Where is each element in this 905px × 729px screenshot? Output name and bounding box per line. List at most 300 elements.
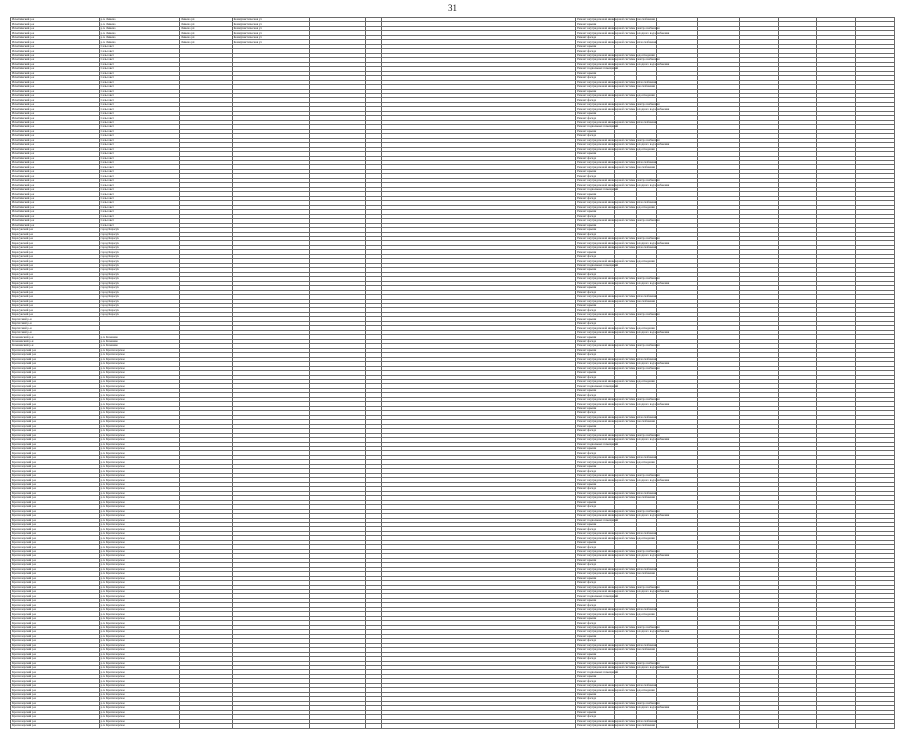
- table-cell: Ремонт фасада: [576, 214, 615, 218]
- table-cell: Ремонт внутридомовой инженерной системы теплоснабжения: [577, 245, 657, 250]
- table-cell: Ремонт фасада: [576, 196, 615, 200]
- table-cell: Краснозерский р-н: [11, 630, 100, 634]
- table-cell: Краснозерский р-н: [11, 375, 100, 379]
- table-cell: Ремонт внутридомовой инженерной системы газоснабжения: [577, 17, 655, 22]
- table-cell: Краснозерский р-н: [11, 451, 100, 455]
- table-cell: город Карасук: [99, 308, 179, 312]
- table-cell: Ремонт фасада: [576, 411, 615, 415]
- table-cell: Ремонт внутридомовой инженерной системы теплоснабжения: [577, 531, 657, 536]
- table-cell: р.п. Краснозерское: [99, 706, 179, 710]
- table-cell: Каргатский р-н: [11, 321, 100, 325]
- table-cell: р.п. Краснозерское: [99, 442, 179, 446]
- table-cell: Ремонт крыши: [576, 111, 615, 115]
- table-cell: р.п. Краснозерское: [99, 670, 179, 674]
- table-cell: Искитимский р-н: [11, 147, 100, 151]
- table-cell: р.п. Краснозерское: [99, 397, 179, 401]
- table-cell: р.п. Краснозерское: [99, 549, 179, 553]
- table-cell: Краснозерский р-н: [11, 594, 100, 598]
- table-cell: Коммунистическая ул: [232, 22, 310, 26]
- table-cell: город Карасук: [99, 290, 179, 294]
- table-cell: р.п. Краснозерское: [99, 505, 179, 509]
- table-cell: Сельсовет: [99, 49, 179, 53]
- table-cell: Коммунистическая ул: [232, 40, 310, 44]
- table-cell: город Карасук: [99, 304, 179, 308]
- table-cell: Ремонт крыши: [576, 268, 615, 272]
- table-cell: Ремонт внутридомовой инженерной системы газоснабжения: [577, 164, 655, 169]
- table-cell: Сельсовет: [99, 156, 179, 160]
- table-cell: Ремонт фасада: [576, 545, 615, 549]
- table-cell: Искитимский р-н: [11, 49, 100, 53]
- table-cell: город Карасук: [99, 245, 179, 249]
- table-cell: город Карасук: [99, 250, 179, 254]
- table-cell: Искитимский р-н: [11, 31, 100, 35]
- table-cell: Ремонт внутридомовой инженерной системы водоотведения: [577, 325, 655, 330]
- table-cell: р.п. Краснозерское: [99, 607, 179, 611]
- table-cell: Ремонт внутридомовой инженерной системы холодного водоснабжения: [577, 106, 670, 111]
- table-cell: Краснозерский р-н: [11, 500, 100, 504]
- table-cell: Карасукский р-н: [11, 312, 100, 316]
- table-cell: р.п. Краснозерское: [99, 455, 179, 459]
- table-cell: Искитимский р-н: [11, 35, 100, 39]
- table-cell: Ремонт внутридомовой инженерной системы теплоснабжения: [577, 566, 657, 571]
- table-cell: Ремонт внутридомовой инженерной системы электроснабжения: [577, 365, 660, 370]
- table-cell: Искитимский р-н: [11, 98, 100, 102]
- table-cell: Краснозерский р-н: [11, 643, 100, 647]
- table-cell: Ремонт крыши: [576, 692, 615, 696]
- table-cell: р.п. Краснозерское: [99, 545, 179, 549]
- table-cell: р.п. Линево: [99, 31, 179, 35]
- table-cell: Искитимский р-н: [11, 152, 100, 156]
- table-cell: Ремонт крыши: [576, 500, 615, 504]
- table-cell: р.п. Краснозерское: [99, 572, 179, 576]
- table-cell: Сельсовет: [99, 116, 179, 120]
- table-cell: Сельсовет: [99, 174, 179, 178]
- table-cell: Ремонт внутридомовой инженерной системы электроснабжения: [577, 218, 660, 223]
- table-cell: Краснозерский р-н: [11, 491, 100, 495]
- table-cell: Краснозерский р-н: [11, 625, 100, 629]
- table-cell: Карасукский р-н: [11, 263, 100, 267]
- table-cell: р.п. Краснозерское: [99, 603, 179, 607]
- table-cell: Краснозерский р-н: [11, 634, 100, 638]
- table-cell: Ремонт подвальных помещений: [577, 383, 619, 388]
- table-cell: Ремонт фасада: [576, 697, 615, 701]
- table-cell: Сельсовет: [99, 152, 179, 156]
- table-cell: Ремонт крыши: [576, 286, 615, 290]
- table-cell: Искитимский р-н: [11, 53, 100, 57]
- table-cell: Ремонт крыши: [576, 616, 615, 620]
- table-cell: Карасукский р-н: [11, 245, 100, 249]
- table-cell: Ремонт внутридомовой инженерной системы электроснабжения: [577, 236, 660, 241]
- table-cell: р.п. Краснозерское: [99, 500, 179, 504]
- table-cell: Ремонт крыши: [576, 424, 615, 428]
- table-cell: р.п. Краснозерское: [99, 630, 179, 634]
- table-cell: Ремонт внутридомовой инженерной системы электроснабжения: [577, 178, 660, 183]
- table-cell: Ремонт крыши: [576, 710, 615, 714]
- table-cell: Карасукский р-н: [11, 272, 100, 276]
- table-cell: Ремонт внутридомовой инженерной системы электроснабжения: [577, 549, 660, 554]
- table-cell: Ремонт внутридомовой инженерной системы газоснабжения: [577, 419, 655, 424]
- table-cell: Краснозерский р-н: [11, 366, 100, 370]
- table-cell: Ремонт фасада: [576, 527, 615, 531]
- capital-repair-table: [10, 17, 895, 729]
- table-cell: Коченевский р-н: [11, 335, 100, 339]
- table-cell: город Карасук: [99, 312, 179, 316]
- table-cell: Сельсовет: [99, 85, 179, 89]
- table-cell: Краснозерский р-н: [11, 603, 100, 607]
- table-cell: Краснозерский р-н: [11, 371, 100, 375]
- table-cell: р.п. Краснозерское: [99, 625, 179, 629]
- table-cell: Сельсовет: [99, 67, 179, 71]
- table-cell: Искитимский р-н: [11, 85, 100, 89]
- table-cell: Искитимский р-н: [11, 223, 100, 227]
- table-cell: Краснозерский р-н: [11, 402, 100, 406]
- table-cell: Ремонт фасада: [576, 393, 615, 397]
- table-cell: р.п. Краснозерское: [99, 616, 179, 620]
- table-cell: Ремонт фасада: [576, 134, 615, 138]
- table-cell: Краснозерский р-н: [11, 411, 100, 415]
- table-cell: р.п. Краснозерское: [99, 585, 179, 589]
- table-cell: Сельсовет: [99, 169, 179, 173]
- table-cell: Сельсовет: [99, 223, 179, 227]
- table-cell: Искитимский р-н: [11, 138, 100, 142]
- table-cell: Ремонт внутридомовой инженерной системы теплоснабжения: [577, 39, 657, 44]
- table-cell: Ремонт фасада: [576, 98, 615, 102]
- table-cell: Линево рп: [180, 22, 233, 26]
- table-cell: р.п. Коченево: [99, 344, 179, 348]
- table-cell: Карасукский р-н: [11, 286, 100, 290]
- table-cell: Ремонт крыши: [576, 576, 615, 580]
- table-cell: Краснозерский р-н: [11, 665, 100, 669]
- table-cell: Ремонт подвальных помещений: [577, 593, 619, 598]
- table-cell: Ремонт внутридомовой инженерной системы электроснабжения: [577, 312, 660, 317]
- table-cell: Ремонт внутридомовой инженерной системы газоснабжения: [577, 84, 655, 89]
- table-cell: Краснозерский р-н: [11, 590, 100, 594]
- table-cell: Сельсовет: [99, 44, 179, 48]
- table-cell: Ремонт внутридомовой инженерной системы холодного водоснабжения: [577, 361, 670, 366]
- table-row: [11, 724, 895, 728]
- table-cell: Ремонт внутридомовой инженерной системы электроснабжения: [577, 397, 660, 402]
- table-cell: город Карасук: [99, 295, 179, 299]
- table-cell: Ремонт внутридомовой инженерной системы водоотведения: [577, 52, 655, 57]
- table-cell: Краснозерский р-н: [11, 357, 100, 361]
- table-cell: Карасукский р-н: [11, 304, 100, 308]
- table-cell: р.п. Краснозерское: [99, 366, 179, 370]
- table-cell: Ремонт фасада: [576, 375, 615, 379]
- table-cell: Краснозерский р-н: [11, 455, 100, 459]
- table-cell: Краснозерский р-н: [11, 362, 100, 366]
- table-cell: Искитимский р-н: [11, 26, 100, 30]
- table-cell: Сельсовет: [99, 58, 179, 62]
- table-cell: город Карасук: [99, 281, 179, 285]
- table-cell: р.п. Краснозерское: [99, 464, 179, 468]
- table-cell: Краснозерский р-н: [11, 585, 100, 589]
- table-cell: Ремонт крыши: [576, 210, 615, 214]
- table-cell: Ремонт внутридомовой инженерной системы теплоснабжения: [577, 490, 657, 495]
- table-cell: Краснозерский р-н: [11, 572, 100, 576]
- table-cell: Сельсовет: [99, 143, 179, 147]
- table-cell: Ремонт фасада: [576, 339, 615, 343]
- table-cell: Ремонт фасада: [576, 308, 615, 312]
- table-cell: Искитимский р-н: [11, 44, 100, 48]
- table-cell: Коммунистическая ул: [232, 31, 310, 35]
- table-cell: Ремонт внутридомовой инженерной системы холодного водоснабжения: [577, 182, 670, 187]
- table-cell: Ремонт внутридомовой инженерной системы теплоснабжения: [577, 414, 657, 419]
- table-cell: Ремонт внутридомовой инженерной системы водоотведения: [577, 146, 655, 151]
- table-cell: Сельсовет: [99, 107, 179, 111]
- table-cell: Ремонт крыши: [576, 464, 615, 468]
- table-cell: Сельсовет: [99, 161, 179, 165]
- table-cell: р.п. Краснозерское: [99, 581, 179, 585]
- table-cell: Искитимский р-н: [11, 18, 100, 22]
- table-cell: Ремонт фасада: [576, 76, 615, 80]
- table-cell: р.п. Краснозерское: [99, 715, 179, 719]
- table-cell: город Карасук: [99, 241, 179, 245]
- table-cell: Ремонт фасада: [576, 290, 615, 294]
- table-cell: Карасукский р-н: [11, 228, 100, 232]
- table-cell: Ремонт внутридомовой инженерной системы электроснабжения: [577, 137, 660, 142]
- table-cell: р.п. Краснозерское: [99, 514, 179, 518]
- table-cell: Карасукский р-н: [11, 277, 100, 281]
- table-cell: Ремонт фасада: [576, 116, 615, 120]
- table-cell: р.п. Краснозерское: [99, 487, 179, 491]
- table-cell: Ремонт фасада: [576, 469, 615, 473]
- table-cell: Сельсовет: [99, 98, 179, 102]
- table-cell: Сельсовет: [99, 205, 179, 209]
- table-cell: Линево рп: [180, 18, 233, 22]
- table-cell: Ремонт внутридомовой инженерной системы электроснабжения: [577, 57, 660, 62]
- table-cell: Ремонт фасада: [576, 321, 615, 325]
- table-cell: Ремонт крыши: [576, 674, 615, 678]
- table-cell: р.п. Краснозерское: [99, 527, 179, 531]
- table-cell: Ремонт внутридомовой инженерной системы теплоснабжения: [577, 160, 657, 165]
- table-cell: р.п. Краснозерское: [99, 710, 179, 714]
- table-cell: Ремонт крыши: [576, 652, 615, 656]
- table-cell: Краснозерский р-н: [11, 688, 100, 692]
- table-cell: Сельсовет: [99, 76, 179, 80]
- table-cell: р.п. Краснозерское: [99, 491, 179, 495]
- table-cell: Краснозерский р-н: [11, 710, 100, 714]
- table-cell: р.п. Краснозерское: [99, 384, 179, 388]
- table-cell: Линево рп: [180, 35, 233, 39]
- table-cell: Ремонт фасада: [576, 35, 615, 39]
- table-cell: Искитимский р-н: [11, 201, 100, 205]
- table-cell: Краснозерский р-н: [11, 661, 100, 665]
- table-cell: р.п. Краснозерское: [99, 473, 179, 477]
- table-cell: Ремонт фасада: [576, 174, 615, 178]
- table-cell: Коммунистическая ул: [232, 26, 310, 30]
- table-cell: р.п. Краснозерское: [99, 576, 179, 580]
- table-cell: Краснозерский р-н: [11, 433, 100, 437]
- table-cell: Ремонт внутридомовой инженерной системы электроснабжения: [577, 508, 660, 513]
- table-cell: Линево рп: [180, 26, 233, 30]
- table-cell: Краснозерский р-н: [11, 478, 100, 482]
- table-cell: Ремонт крыши: [576, 388, 615, 392]
- table-cell: Сельсовет: [99, 62, 179, 66]
- table-cell: Краснозерский р-н: [11, 348, 100, 352]
- table-cell: Ремонт крыши: [576, 348, 615, 352]
- page-number: 31: [448, 3, 457, 13]
- table-cell: Ремонт крыши: [576, 558, 615, 562]
- table-cell: Линево рп: [180, 40, 233, 44]
- table-cell: Ремонт внутридомовой инженерной системы холодного водоснабжения: [577, 629, 670, 634]
- table-cell: Ремонт внутридомовой инженерной системы холодного водоснабжения: [577, 240, 670, 245]
- table-cell: Краснозерский р-н: [11, 554, 100, 558]
- table-cell: р.п. Линево: [99, 35, 179, 39]
- table-cell: р.п. Краснозерское: [99, 424, 179, 428]
- table-cell: город Карасук: [99, 268, 179, 272]
- table-cell: город Карасук: [99, 254, 179, 258]
- table-cell: р.п. Краснозерское: [99, 362, 179, 366]
- table-cell: р.п. Линево: [99, 18, 179, 22]
- table-cell: Сельсовет: [99, 192, 179, 196]
- table-cell: Сельсовет: [99, 134, 179, 138]
- table-cell: Краснозерский р-н: [11, 581, 100, 585]
- table-cell: Ремонт внутридомовой инженерной системы холодного водоснабжения: [577, 61, 670, 66]
- table-cell: [856, 724, 895, 728]
- table-cell: Искитимский р-н: [11, 80, 100, 84]
- table-cell: Ремонт внутридомовой инженерной системы холодного водоснабжения: [577, 705, 670, 710]
- table-cell: Ремонт внутридомовой инженерной системы холодного водоснабжения: [577, 437, 670, 442]
- table-cell: Ремонт крыши: [576, 634, 615, 638]
- table-cell: Карасукский р-н: [11, 295, 100, 299]
- table-cell: Ремонт внутридомовой инженерной системы холодного водоснабжения: [577, 401, 670, 406]
- table-cell: Сельсовет: [99, 120, 179, 124]
- table-cell: Карасукский р-н: [11, 241, 100, 245]
- table-cell: Искитимский р-н: [11, 67, 100, 71]
- table-cell: Ремонт крыши: [576, 228, 615, 232]
- table-cell: р.п. Краснозерское: [99, 460, 179, 464]
- table-cell: Карасукский р-н: [11, 254, 100, 258]
- table-cell: Коченевский р-н: [11, 344, 100, 348]
- table-cell: Искитимский р-н: [11, 129, 100, 133]
- table-cell: Каргатский р-н: [11, 330, 100, 334]
- table-cell: р.п. Краснозерское: [99, 679, 179, 683]
- table-cell: р.п. Краснозерское: [99, 353, 179, 357]
- table-cell: Сельсовет: [99, 102, 179, 106]
- table-cell: Ремонт фасада: [576, 272, 615, 276]
- table-cell: Сельсовет: [99, 187, 179, 191]
- table-cell: р.п. Краснозерское: [99, 469, 179, 473]
- table-cell: Сельсовет: [99, 89, 179, 93]
- table-cell: Краснозерский р-н: [11, 487, 100, 491]
- table-cell: Ремонт крыши: [576, 169, 615, 173]
- table-cell: Сельсовет: [99, 196, 179, 200]
- table-cell: Краснозерский р-н: [11, 379, 100, 383]
- table-cell: Ремонт фасада: [576, 429, 615, 433]
- table-cell: р.п. Краснозерское: [99, 724, 179, 728]
- table-cell: [382, 724, 576, 728]
- table-cell: [365, 724, 382, 728]
- table-cell: Ремонт крыши: [576, 192, 615, 196]
- table-cell: Краснозерский р-н: [11, 522, 100, 526]
- table-cell: Искитимский р-н: [11, 143, 100, 147]
- table-cell: Ремонт внутридомовой инженерной системы электроснабжения: [577, 432, 660, 437]
- table-cell: Ремонт внутридомовой инженерной системы теплоснабжения: [577, 642, 657, 647]
- table-cell: Искитимский р-н: [11, 111, 100, 115]
- table-cell: Краснозерский р-н: [11, 406, 100, 410]
- table-cell: Краснозерский р-н: [11, 558, 100, 562]
- table-cell: Краснозерский р-н: [11, 692, 100, 696]
- table-cell: р.п. Краснозерское: [99, 496, 179, 500]
- table-cell: город Карасук: [99, 236, 179, 240]
- table-cell: Ремонт внутридомовой инженерной системы теплоснабжения: [577, 455, 657, 460]
- table-cell: [698, 724, 740, 728]
- table-cell: Ремонт внутридомовой инженерной системы газоснабжения: [577, 495, 655, 500]
- table-cell: Ремонт фасада: [576, 563, 615, 567]
- table-cell: Ремонт внутридомовой инженерной системы электроснабжения: [577, 26, 660, 31]
- table-cell: Ремонт крыши: [576, 371, 615, 375]
- table-cell: Ремонт внутридомовой инженерной системы газоснабжения: [577, 298, 655, 303]
- table-cell: р.п. Краснозерское: [99, 518, 179, 522]
- table-cell: Ремонт крыши: [576, 482, 615, 486]
- table-cell: Искитимский р-н: [11, 93, 100, 97]
- table-cell: Краснозерский р-н: [11, 549, 100, 553]
- table-cell: Сельсовет: [99, 219, 179, 223]
- table-cell: Ремонт фасада: [576, 639, 615, 643]
- table-cell: Сельсовет: [99, 80, 179, 84]
- table-cell: Искитимский р-н: [11, 76, 100, 80]
- table-cell: Ремонт крыши: [576, 71, 615, 75]
- table-cell: Ремонт подвальных помещений: [577, 441, 619, 446]
- table-cell: Краснозерский р-н: [11, 683, 100, 687]
- table-cell: Краснозерский р-н: [11, 442, 100, 446]
- table-cell: р.п. Краснозерское: [99, 639, 179, 643]
- table-cell: р.п. Краснозерское: [99, 643, 179, 647]
- table-cell: Коммунистическая ул: [232, 18, 310, 22]
- table-cell: Ремонт внутридомовой инженерной системы электроснабжения: [577, 584, 660, 589]
- table-cell: город Карасук: [99, 286, 179, 290]
- table-cell: Краснозерский р-н: [11, 674, 100, 678]
- table-cell: р.п. Краснозерское: [99, 536, 179, 540]
- table-cell: Краснозерский р-н: [11, 429, 100, 433]
- table-cell: Краснозерский р-н: [11, 420, 100, 424]
- table-cell: Ремонт крыши: [576, 22, 615, 26]
- table-cell: Краснозерский р-н: [11, 460, 100, 464]
- table-cell: р.п. Краснозерское: [99, 657, 179, 661]
- table-cell: Ремонт внутридомовой инженерной системы холодного водоснабжения: [577, 142, 670, 147]
- table-cell: [817, 724, 856, 728]
- table-cell: р.п. Краснозерское: [99, 531, 179, 535]
- table-cell: Ремонт внутридомовой инженерной системы электроснабжения: [577, 102, 660, 107]
- table-cell: Искитимский р-н: [11, 210, 100, 214]
- table-cell: город Карасук: [99, 259, 179, 263]
- table-cell: Ремонт внутридомовой инженерной системы водоотведения: [577, 204, 655, 209]
- table-cell: Ремонт подвальных помещений: [577, 124, 619, 129]
- table-cell: Ремонт крыши: [576, 598, 615, 602]
- table-cell: Ремонт внутридомовой инженерной системы холодного водоснабжения: [577, 665, 670, 670]
- table-cell: р.п. Линево: [99, 26, 179, 30]
- table-cell: Ремонт фасада: [576, 49, 615, 53]
- table-cell: Искитимский р-н: [11, 62, 100, 66]
- table-cell: Ремонт внутридомовой инженерной системы электроснабжения: [577, 660, 660, 665]
- table-cell: Ремонт фасада: [576, 254, 615, 258]
- table-cell: р.п. Краснозерское: [99, 692, 179, 696]
- table-cell: [739, 724, 778, 728]
- table-cell: Ремонт фасада: [576, 505, 615, 509]
- table-cell: Сельсовет: [99, 53, 179, 57]
- table-cell: р.п. Краснозерское: [99, 612, 179, 616]
- table-cell: Ремонт внутридомовой инженерной системы холодного водоснабжения: [577, 553, 670, 558]
- table-cell: Ремонт фасада: [576, 657, 615, 661]
- table-cell: Сельсовет: [99, 93, 179, 97]
- table-cell: Карасукский р-н: [11, 281, 100, 285]
- table-cell: р.п. Краснозерское: [99, 522, 179, 526]
- table-cell: Карасукский р-н: [11, 259, 100, 263]
- table-cell: Ремонт внутридомовой инженерной системы холодного водоснабжения: [577, 330, 670, 335]
- table-cell: Искитимский р-н: [11, 40, 100, 44]
- table-cell: р.п. Краснозерское: [99, 451, 179, 455]
- table-cell: Сельсовет: [99, 147, 179, 151]
